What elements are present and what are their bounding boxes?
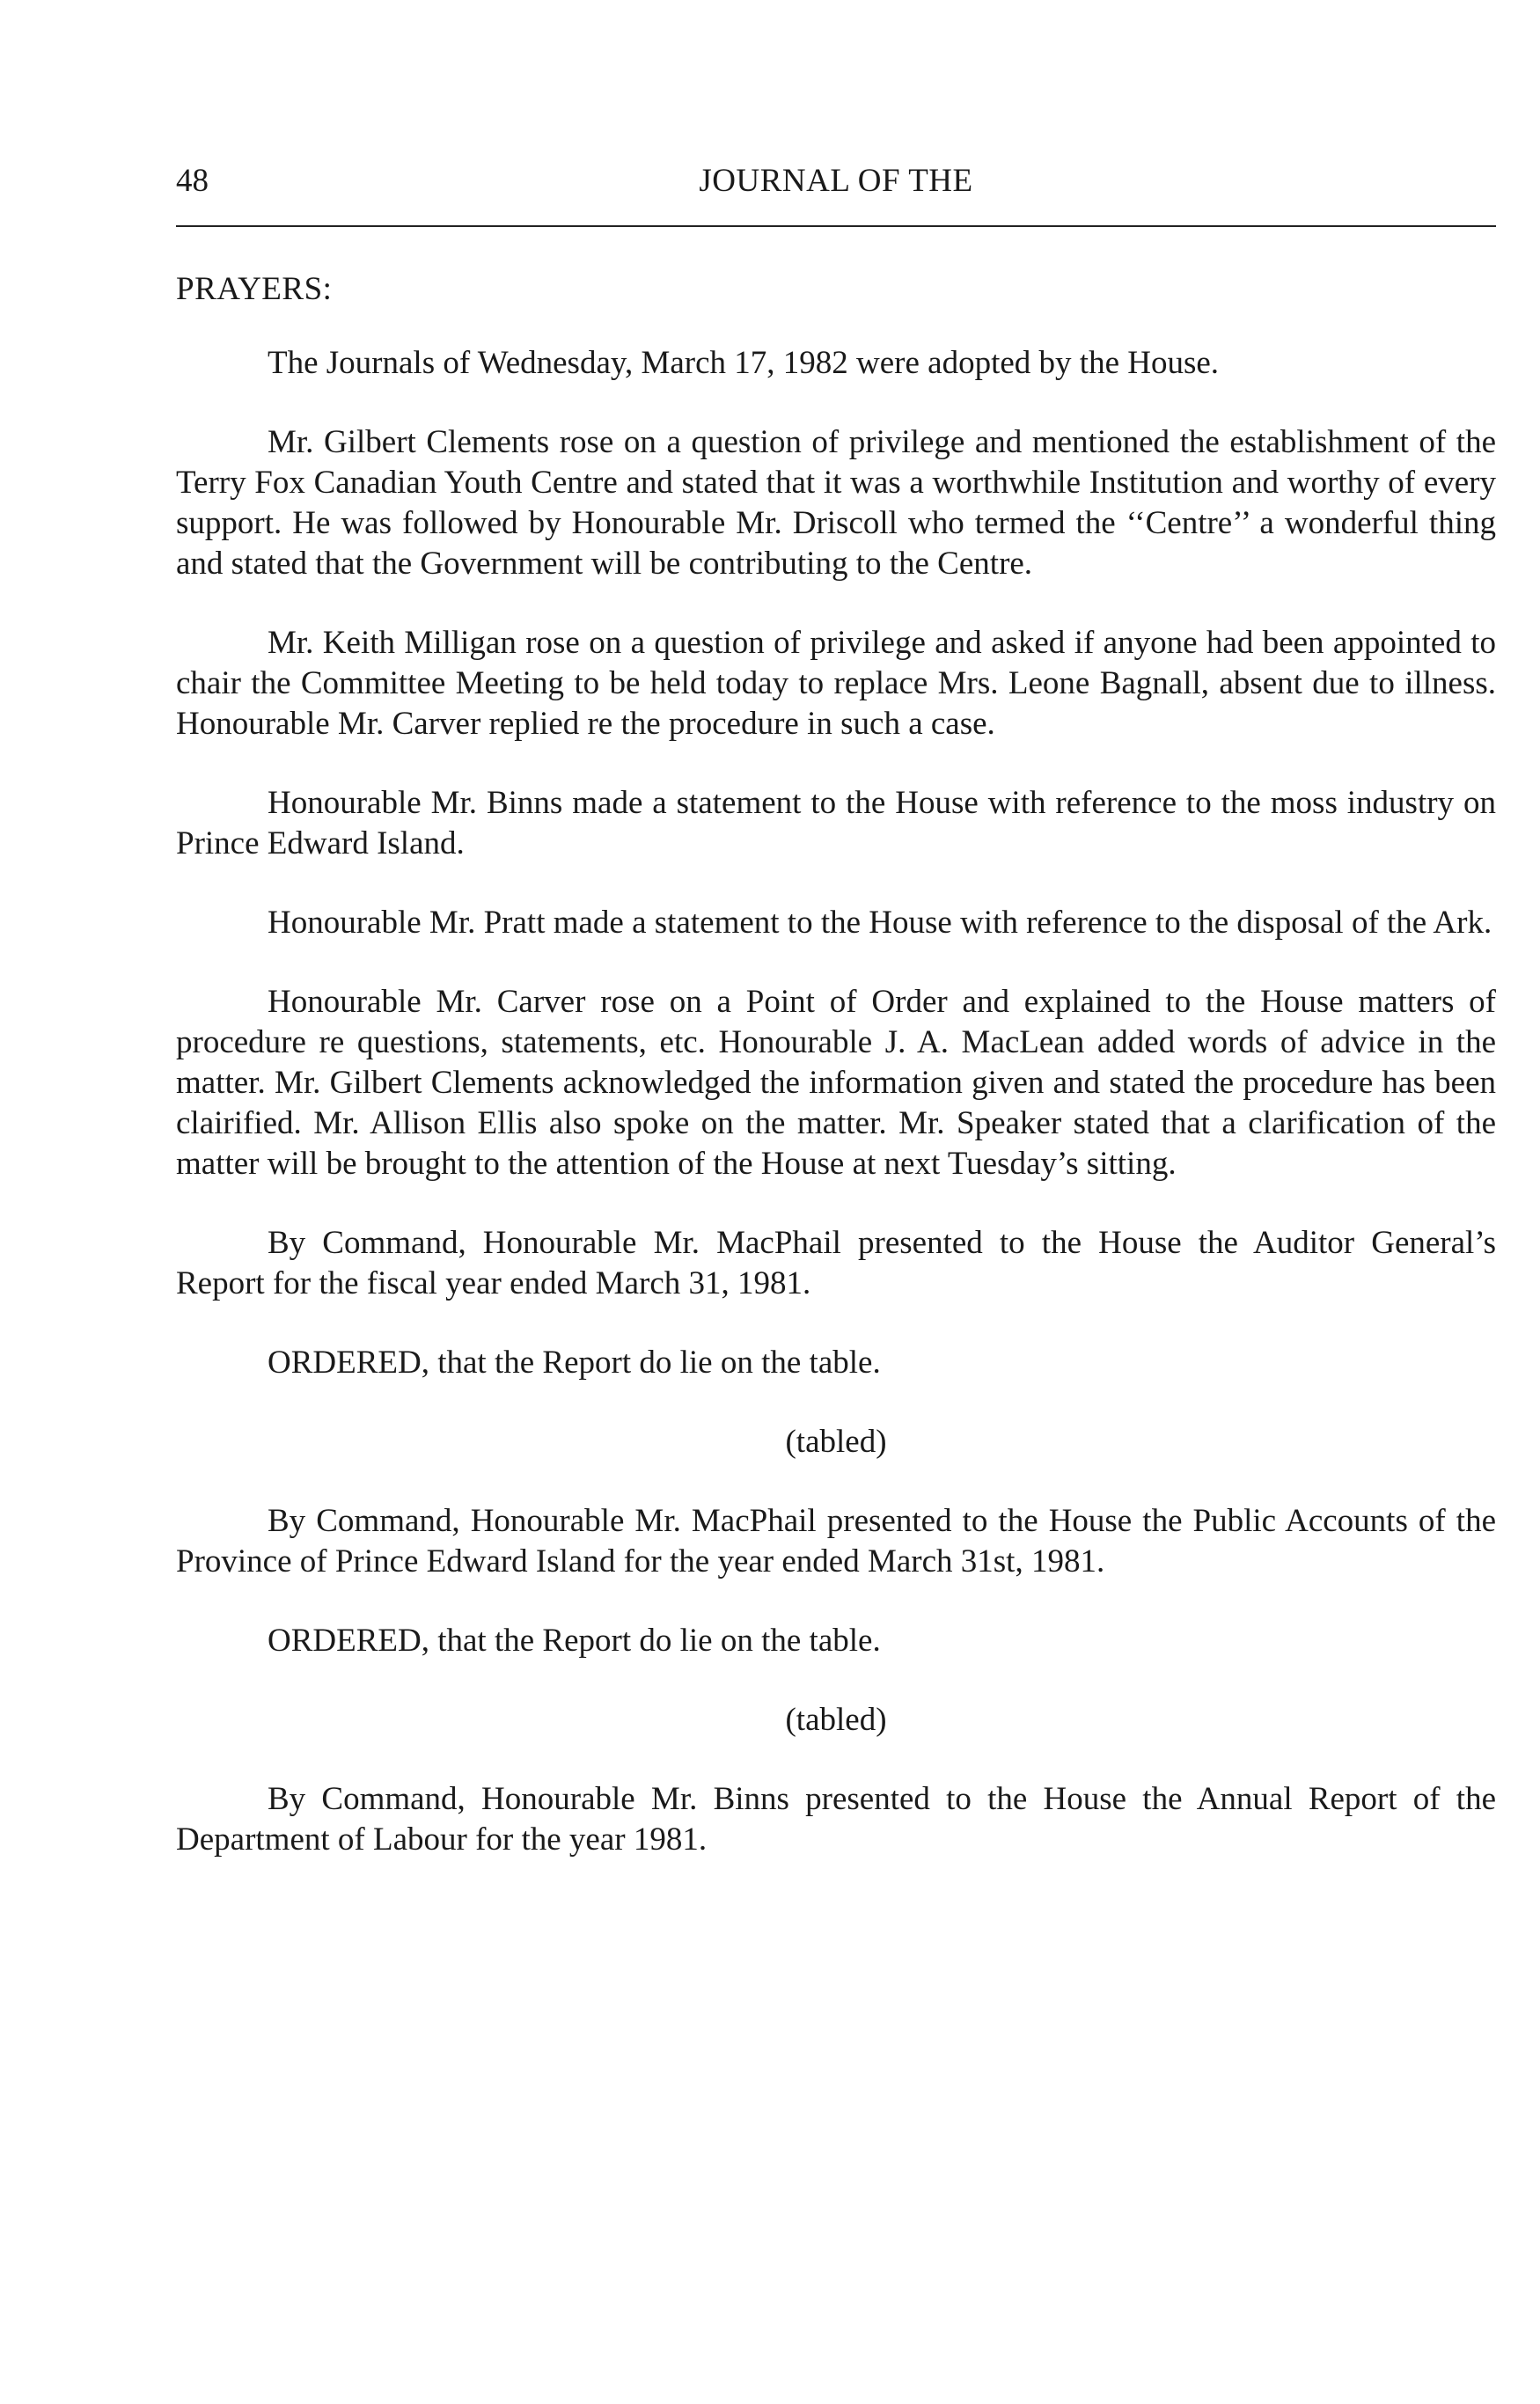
section-heading-prayers: PRAYERS:: [176, 271, 333, 307]
paragraph-journals-adopted: The Journals of Wednesday, March 17, 1982 were adopted by the House.: [268, 345, 1220, 381]
paragraph-milligan-privilege: Mr. Keith Milligan rose on a question of privilege and asked if anyone had been appointed to chair the Committee Meeting to be held today to replace Mrs. Leone Bagnall, absent due to illness. Honourable Mr. Carver replied re the procedure in such a case.: [176, 625, 1496, 742]
journal-body: [176, 269, 1496, 1899]
page-number: 48: [176, 163, 209, 199]
tabled-note-1: (tabled): [785, 1424, 887, 1460]
paragraph-labour-report: By Command, Honourable Mr. Binns presented to the House the Annual Report of the Department of Labour for the year 1981.: [176, 1781, 1496, 1858]
running-title: JOURNAL OF THE: [699, 163, 973, 199]
paragraph-pratt-statement: Honourable Mr. Pratt made a statement to the House with reference to the disposal of the Ark.: [268, 905, 1492, 941]
paragraph-binns-statement: Honourable Mr. Binns made a statement to the House with reference to the moss industry on Prince Edward Island.: [176, 785, 1496, 861]
paragraph-auditor-general-report: By Command, Honourable Mr. MacPhail presented to the House the Auditor General’s Report for the fiscal year ended March 31, 1981.: [176, 1225, 1496, 1301]
page-header: [176, 155, 1496, 208]
header-rule: [176, 225, 1496, 227]
paragraph-clements-privilege: Mr. Gilbert Clements rose on a question of privilege and mentioned the establishment of the Terry Fox Canadian Youth Centre and stated that it was a worthwhile Institution and worthy of every support. He was followed by Honourable Mr. Driscoll who termed the ‘‘Centre’’ a wonderful thing and stated that the Government will be contributing to the Centre.: [176, 424, 1496, 582]
tabled-note-2: (tabled): [785, 1702, 887, 1738]
paragraph-ordered-table-1: ORDERED, that the Report do lie on the table.: [268, 1345, 881, 1381]
paragraph-public-accounts: By Command, Honourable Mr. MacPhail presented to the House the Public Accounts of the Province of Prince Edward Island for the year ended March 31st, 1981.: [176, 1503, 1496, 1579]
paragraph-ordered-table-2: ORDERED, that the Report do lie on the table.: [268, 1623, 881, 1659]
paragraph-point-of-order: Honourable Mr. Carver rose on a Point of Order and explained to the House matters of procedure re questions, statements, etc. Honourable J. A. MacLean added words of advice in the matter. Mr. Gilbert Clements acknowledged the information given and stated the procedure has been clairified. Mr. Allison Ellis also spoke on the matter. Mr. Speaker stated that a clarification of the matter will be brought to the attention of the House at next Tuesday’s sitting.: [176, 984, 1496, 1182]
